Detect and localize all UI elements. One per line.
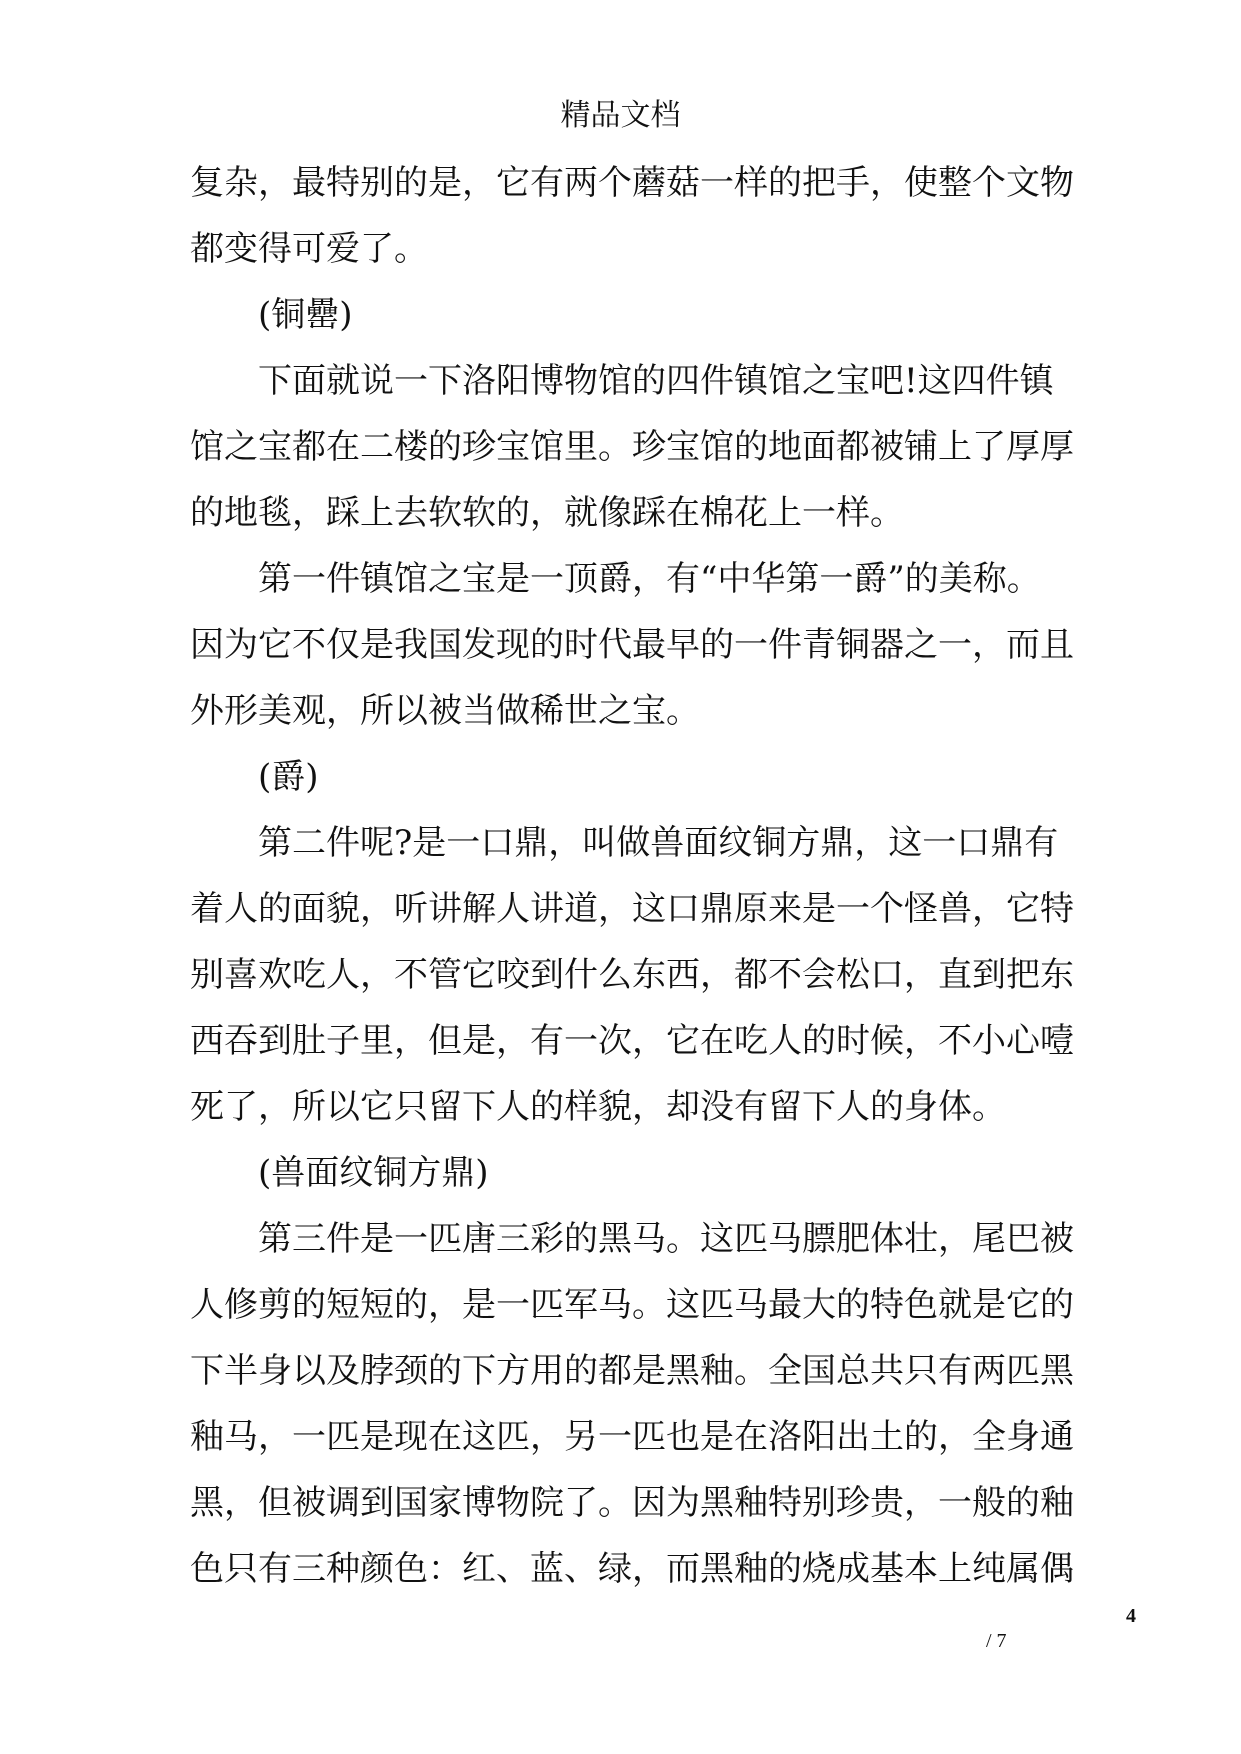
caption-line: (爵) (258, 757, 319, 797)
text-line: 死了，所以它只留下人的样貌，却没有留下人的身体。 (190, 1087, 1006, 1127)
page-total: / 7 (986, 1630, 1007, 1652)
text-line: 下半身以及脖颈的下方用的都是黑釉。全国总共只有两匹黑 (190, 1351, 1074, 1391)
text-line: 别喜欢吃人，不管它咬到什么东西，都不会松口，直到把东 (190, 955, 1074, 995)
text-line: 人修剪的短短的，是一匹军马。这匹马最大的特色就是它的 (190, 1285, 1074, 1325)
text-line: 因为它不仅是我国发现的时代最早的一件青铜器之一，而且 (190, 625, 1074, 665)
text-line: 西吞到肚子里，但是，有一次，它在吃人的时候，不小心噎 (190, 1021, 1074, 1061)
text-line: 下面就说一下洛阳博物馆的四件镇馆之宝吧!这四件镇 (258, 361, 1054, 401)
text-line: 复杂，最特别的是，它有两个蘑菇一样的把手，使整个文物 (190, 163, 1074, 203)
text-line: 第三件是一匹唐三彩的黑马。这匹马膘肥体壮，尾巴被 (258, 1219, 1074, 1259)
text-line: 外形美观，所以被当做稀世之宝。 (190, 691, 700, 731)
text-line: 黑，但被调到国家博物院了。因为黑釉特别珍贵，一般的釉 (190, 1483, 1074, 1523)
page-header-title: 精品文档 (560, 98, 681, 133)
text-line: 的地毯，踩上去软软的，就像踩在棉花上一样。 (190, 493, 904, 533)
caption-line: (铜罍) (258, 295, 353, 335)
caption-line: (兽面纹铜方鼎) (258, 1153, 489, 1193)
text-line: 第一件镇馆之宝是一顶爵，有“中华第一爵”的美称。 (258, 559, 1041, 599)
page-number: 4 (1126, 1605, 1136, 1627)
text-line: 着人的面貌，听讲解人讲道，这口鼎原来是一个怪兽，它特 (190, 889, 1074, 929)
text-line: 馆之宝都在二楼的珍宝馆里。珍宝馆的地面都被铺上了厚厚 (190, 427, 1074, 467)
text-line: 釉马，一匹是现在这匹，另一匹也是在洛阳出土的，全身通 (190, 1417, 1074, 1457)
document-body (190, 150, 1074, 1602)
text-line: 都变得可爱了。 (190, 229, 428, 269)
text-line: 第二件呢?是一口鼎，叫做兽面纹铜方鼎，这一口鼎有 (258, 823, 1059, 863)
text-line: 色只有三种颜色：红、蓝、绿，而黑釉的烧成基本上纯属偶 (190, 1549, 1074, 1589)
